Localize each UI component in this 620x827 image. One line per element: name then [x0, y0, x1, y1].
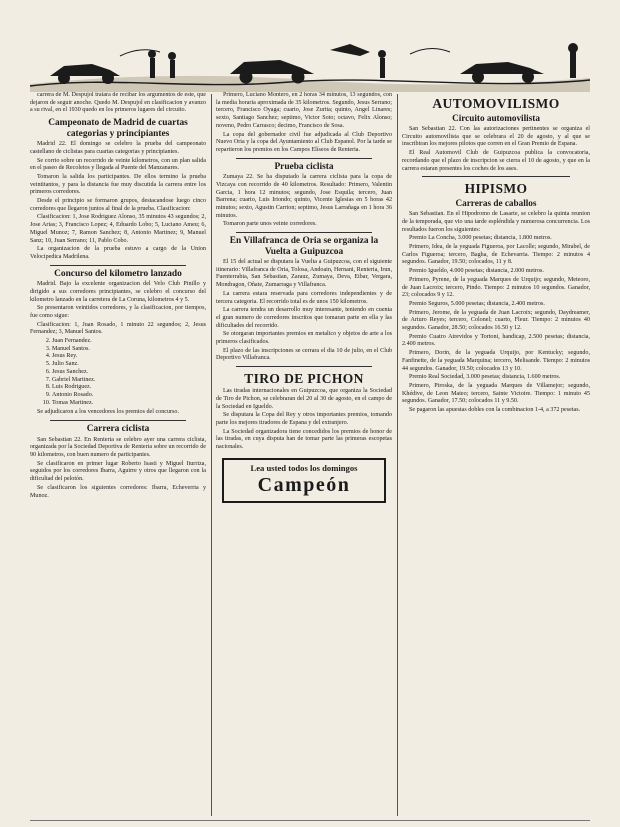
headline-villafranca: En Villafranca de Oria se organiza la Vuelta a Guipuzcoa	[229, 236, 379, 257]
article-paragraph: San Sebastian 22. Con las autorizaciones pertinentes se organiza el Circuito automovilista que se celebrara el 20 de agosto, y al que se inscribiran los mejores pilotos que corren en el Gran Premio de Espana.	[402, 126, 590, 148]
list-item: 3. Manuel Santos.	[52, 346, 206, 354]
list-item: 5. Julio Sanz.	[52, 361, 206, 369]
article-paragraph: Primero, Luciano Montero, en 2 horas 34 minutos, 13 segundos, con la media horaria aproximada de 35 kilometros. Segundo, Jesus Serrano; tercero, Francisco Oyaga; cuarto, Jose Zurita; quinto, Angel Linares; sexto, Santiago Sanchez; septimo, Victor Soto; octavo, Felix Alonso; noveno, Pedro Carrasco; decimo, Francisco de Sosa.	[216, 92, 392, 129]
list-item: 10. Tomas Martinez.	[52, 400, 206, 408]
separator	[50, 420, 186, 421]
separator	[422, 176, 570, 177]
article-paragraph: Se presentaron veintidos corredores, y la clasificacion, por tiempos, fue como sigue:	[30, 305, 206, 319]
article-paragraph: Primero, Pyrene, de la yeguada Marques de Urquijo; segundo, Meteoro, de Juan Lacroix; tercero, Pindo. Tiempo: 2 minutos 10 segundos. Ganador, 23; colocados 9 y 12.	[402, 276, 590, 299]
column-divider	[397, 94, 398, 816]
article-paragraph: Premio Seguros, 5.000 pesetas; distancia, 2.400 metros.	[409, 300, 545, 307]
headline-circuito: Circuito automovilista	[452, 113, 540, 123]
article-paragraph: Tomaron la salida los participantes. De ellos termino la prueba veintitantos, y para la distancia fue muy discutida la carrera entre los primeros corredores.	[30, 173, 206, 196]
campeon-advertisement	[222, 458, 386, 503]
article-paragraph: Madrid 22. El domingo se celebro la prueba del campeonato castellano de ciclistas para cuartas categorias y principiantes.	[30, 141, 206, 155]
article-paragraph: La Sociedad organizadora tiene concedidos los premios de honor de las tiradas, en cuya disputa han de tomar parte las primeras escopetas nacionales.	[216, 428, 392, 451]
list-item: 4. Jesus Rey.	[52, 353, 206, 361]
column-left	[30, 92, 206, 820]
headline-carreras-caballos: Carreras de caballos	[455, 198, 537, 209]
separator	[236, 158, 372, 159]
article-columns	[30, 92, 590, 820]
page-bottom-rule	[30, 820, 590, 821]
ad-tagline: Lea usted todos los domingos	[250, 462, 358, 473]
article-paragraph: Primero, Piroska, de la yeguada Marques de Villamejor; segundo, Khédive, de Leon Mateo; tercero, Sainte Victoire. Tiempo: 1 minuto 45 segundos. Ganador, 17.50; colocados 11 y 9.50.	[402, 382, 590, 405]
column-divider	[211, 94, 212, 816]
section-title-tiro-de-pichon: TIRO DE PICHON	[244, 371, 364, 387]
intro-text: carrera de M. Despujol tratara de recibar los argumentos de este, que dejaron de seguir anoche. Quedo M. Despujol en clasificacion y avanzo a su rival, en el 1930 quedo en los primeros lugares del circuito.	[30, 92, 206, 114]
column-middle	[216, 92, 392, 820]
list-item: 2. Juan Fernandez.	[52, 338, 206, 346]
article-paragraph: Desde el principio se formaron grupos, destacandose luego cinco corredores que llegaron juntos al final de la prueba. Clasificacion:	[30, 198, 206, 212]
article-paragraph: El Real Automovil Club de Guipuzcoa publica la convocatoria, recordando que el plazo de inscripcion se cierra el 10 de agosto, y que en la carrera estaran presentes los coches de los ases.	[402, 150, 590, 172]
article-paragraph: Premio Real Sociedad, 3.000 pesetas; distancia, 1.600 metros.	[409, 374, 561, 381]
article-paragraph: Se corrio sobre un recorrido de veinte kilometros, con un plan salida en el paseo de Recoletos y llegada al Puente del Manzanares.	[30, 157, 206, 172]
article-paragraph: Tomaron parte unos veinte corredores.	[223, 221, 317, 228]
headline-campeonato: Campeonato de Madrid de cuartas categorias y principiantes	[48, 118, 188, 139]
section-title-hipismo: HIPISMO	[464, 181, 528, 197]
article-paragraph: Primero, Dorin, de la yeguada Urquijo, por Kentucky; segundo, Fanfinette, de la yeguada Marquina; tercero, Melisande. Tiempo: 2 minutos 44 segundos. Ganador, 19.50; colocados 13 y 10.	[402, 350, 590, 372]
article-paragraph: Primero, Idea, de la yeguada Figueroa, por Lacolle; segundo, Mirabel, de Carlos Figueroa; tercero, Bagha, de Echevarria. Tiempo: 2 minutos 4 segundos. Ganador, 19.50; colocados, 11 y 8.	[402, 244, 590, 266]
article-paragraph: Se adjudicaron a los vencedores los premios del concurso.	[37, 409, 179, 416]
article-paragraph: Clasificacion: 1, Jose Rodriguez Alonso, 35 minutos 43 segundos; 2, Jose Arias; 3, Francisco Lopez; 4, Eduardo Lobo; 5, Luciano Ameu; 6, Miguel Munoz; 7, Ramon Sanchez; 8, Antonio Martinez; 9, Manuel Sanz; 10, Juan Serrano; 11, Pablo Cobo.	[30, 214, 206, 244]
article-paragraph: Zumaya 22. Se ha disputado la carrera ciclista para la copa de Vizcaya con recorrido de 40 kilometros. Resultado: Primero, Valentin Garcia, 1 hora 12 minutos; segundo, Jose Esquila; tercero, Juan Barrena; cuarto, Luis Iriondo; quinto, Vicente Iglesias en 5 horas 42 minutos; sexto, Agustin Carrion; septimo, Jesus Larrañaga en 1 hora 36 minutos.	[216, 174, 392, 219]
results-list	[30, 338, 206, 407]
headline-carrera-ciclista: Carrera ciclista	[86, 424, 150, 435]
separator	[236, 366, 372, 367]
article-paragraph: Se clasificaron los siguientes corredores: Ibarra, Echeverria y Munoz.	[30, 484, 206, 499]
article-paragraph: Primero, Jerome, de la yeguada de Juan Lacroix; segundo, Daydreamer, de Arturo Reyes; tercero, Colonel; cuarto, Fleur. Tiempo: 2 minutos 40 segundos. Ganador, 28.50; colocados 16.50 y 12.	[402, 309, 590, 332]
article-paragraph: La copa del gobernador civil fue adjudicada al Club Deportivo Nuevo Oria y la copa del Ayuntamiento al Club Espanol. Por la tarde se repartieron los premios en los Campos Elíseos de Renteria.	[216, 131, 392, 153]
headline-concurso: Concurso del kilometro lanzado	[54, 268, 182, 279]
separator	[50, 265, 186, 266]
ad-title: Campeón	[257, 473, 351, 496]
list-item: 6. Jesus Sanchez.	[52, 369, 206, 377]
article-paragraph: Madrid. Bajo la excelente organizacion del Velo Club Pinillo y dirigido a sus corredores principiantes, se celebro el concurso del kilometro lanzado en la carretera de La Coruna, kilometros 4 y 5.	[30, 281, 206, 303]
list-item: 7. Gabriel Martinez.	[52, 377, 206, 385]
article-paragraph: Premio La Concha, 3.000 pesetas; distancia, 1.800 metros.	[409, 235, 552, 242]
article-paragraph: El plazo de las inscripciones se cerrara el dia 10 de julio, en el Club Deportivo Villafranca.	[216, 347, 392, 362]
article-paragraph: La carrera tendra un desarrollo muy interesante, teniendo en cuenta el gran numero de corredores inscritos que tomaran parte en ella y las dificultades del recorrido.	[216, 307, 392, 329]
article-paragraph: San Sebastian. En el Hipodromo de Lasarte, se celebro la quinta reunion de la temporada, que vio una tarde espléndida y numerosa concurrencia. Los resultados fueron los siguientes:	[402, 211, 590, 233]
article-paragraph: La carrera estara reservada para corredores independientes y de tercera categoria. El recorrido total es de unos 150 kilometros.	[216, 290, 392, 305]
article-paragraph: Se otorgaran importantes premios en metalico y objetos de arte a los primeros clasificados.	[216, 331, 392, 346]
article-paragraph: El 15 del actual se disputara la Vuelta a Guipuzcoa, con el siguiente itinerario: Villafranca de Oria, Tolosa, Andoain, Hernani, Renteria, Irun, Fuenterrabia, San Sebastian, Zarauz, Zumaya, Deva, Eibar, Vergara, Mondragon, Oñate, Zumarraga y Villafranca.	[216, 259, 392, 289]
article-paragraph: Premio Igueldo, 4.000 pesetas; distancia, 2.000 metros.	[409, 268, 544, 275]
article-paragraph: Se pagaron las apuestas dobles con la combinacion 1-4, a 372 pesetas.	[409, 407, 581, 414]
racing-banner-illustration	[30, 40, 590, 92]
headline-prueba-ciclista: Prueba ciclista	[274, 161, 334, 172]
article-paragraph: San Sebastian 22. En Renteria se celebro ayer una carrera ciclista, organizada por la Sociedad Deportiva de Renteria sobre un recorrido de 90 kilometros, con buen numero de participantes.	[30, 436, 206, 459]
column-right	[402, 92, 590, 820]
separator	[236, 232, 372, 233]
article-paragraph: Se clasificaron en primer lugar Roberto Isasti y Miguel Iturriza, seguidos por los corredores Ibarra, Aguirre y otros que llegaron con la dificultad del pelotón.	[30, 460, 206, 483]
list-item: 8. Luis Rodriguez.	[52, 384, 206, 392]
article-paragraph: La organizacion de la prueba estuvo a cargo de la Union Velocipedica Madrilena.	[30, 246, 206, 260]
article-paragraph: Clasificacion: 1, Juan Rosado, 1 minuto 22 segundos; 2, Jesus Fernandez; 3, Manuel Santos.	[30, 321, 206, 336]
article-paragraph: Las tiradas internacionales en Guipuzcoa, que organiza la Sociedad de Tiro de Pichon, se celebraran del 20 al 30 de agosto, en el campo de la Sociedad en Igueldo.	[216, 388, 392, 410]
list-item: 9. Antonio Rosado.	[52, 392, 206, 400]
article-paragraph: Premio Cuatro Atrevidos y Tortoni, handicap, 2.500 pesetas; distancia, 2.400 metros.	[402, 333, 590, 348]
article-paragraph: Se disputara la Copa del Rey y otros importantes premios, tomando parte los mejores tiradores de Espana y del extranjero.	[216, 412, 392, 426]
section-title-automovilismo: AUTOMOVILISMO	[432, 96, 560, 111]
